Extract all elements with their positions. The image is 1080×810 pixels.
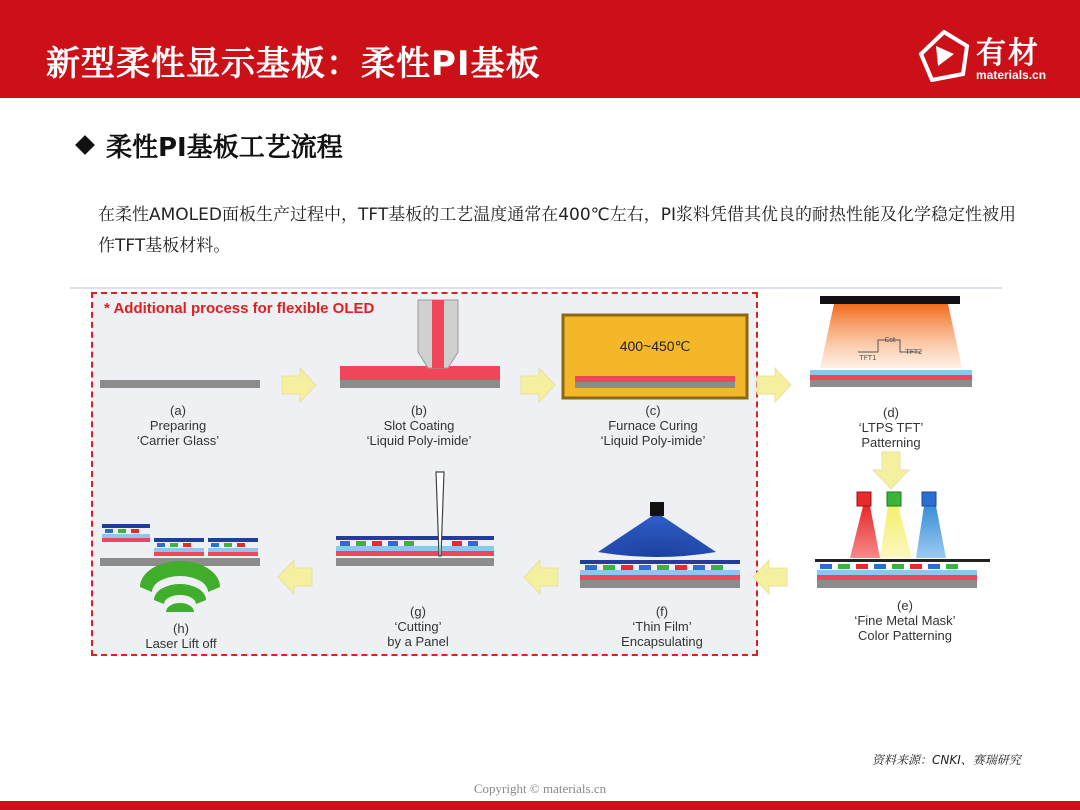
arrow-right-icon — [282, 368, 316, 402]
caption-a: (a) Preparing ‘Carrier Glass’ — [136, 403, 220, 448]
arrow-left-icon — [278, 560, 312, 594]
tft2-label: TFT2 — [905, 348, 923, 356]
source-note: 资料来源：CNKI、赛瑞研究 — [872, 753, 1021, 767]
carrier-glass-a — [100, 380, 260, 388]
thin-film-encap-graphic — [580, 502, 740, 588]
caption-e: (e) ‘Fine Metal Mask’ Color Patterning — [854, 598, 956, 643]
intro-paragraph: 在柔性AMOLED面板生产过程中，TFT基板的工艺温度通常在400℃左右，PI浆料凭借其优良的耐热性能及化学稳定性被用作TFT基板材料。 — [98, 205, 1017, 256]
furnace-graphic — [563, 315, 747, 398]
arrow-left-icon — [753, 560, 787, 594]
caption-h: (h) Laser Lift off — [145, 621, 217, 651]
caption-b: (b) Slot Coating ‘Liquid Poly-imide’ — [366, 403, 472, 448]
section-heading-text: 柔性PI基板工艺流程 — [106, 133, 343, 163]
arrow-down-icon — [873, 452, 909, 489]
bottom-bar — [0, 801, 1080, 810]
arrow-right-icon — [521, 368, 555, 402]
cst-label: Cst — [884, 336, 896, 344]
caption-g: (g) ‘Cutting’ by a Panel — [387, 604, 449, 649]
laser-lift-off-graphic — [100, 524, 260, 612]
arrow-left-icon — [524, 560, 558, 594]
arrow-right-icon — [757, 368, 791, 402]
tft1-label: TFT1 — [859, 354, 877, 362]
furnace-temperature: 400~450℃ — [619, 338, 691, 354]
fmm-color-graphic — [815, 492, 990, 588]
cutting-graphic — [336, 472, 494, 566]
logo-text-cn: 有材 — [976, 36, 1040, 71]
copyright: Copyright © materials.cn — [473, 781, 607, 796]
additional-process-note: * Additional process for flexible OLED — [104, 300, 375, 317]
caption-d: (d) ‘LTPS TFT’ Patterning — [858, 405, 924, 450]
logo-text-en: materials.cn — [976, 68, 1047, 82]
caption-c: (c) Furnace Curing ‘Liquid Poly-imide’ — [600, 403, 706, 448]
page-title: 新型柔性显示基板：柔性PI基板 — [46, 44, 541, 84]
slot-coating-graphic — [340, 300, 500, 388]
caption-f: (f) ‘Thin Film’ Encapsulating — [621, 604, 703, 649]
